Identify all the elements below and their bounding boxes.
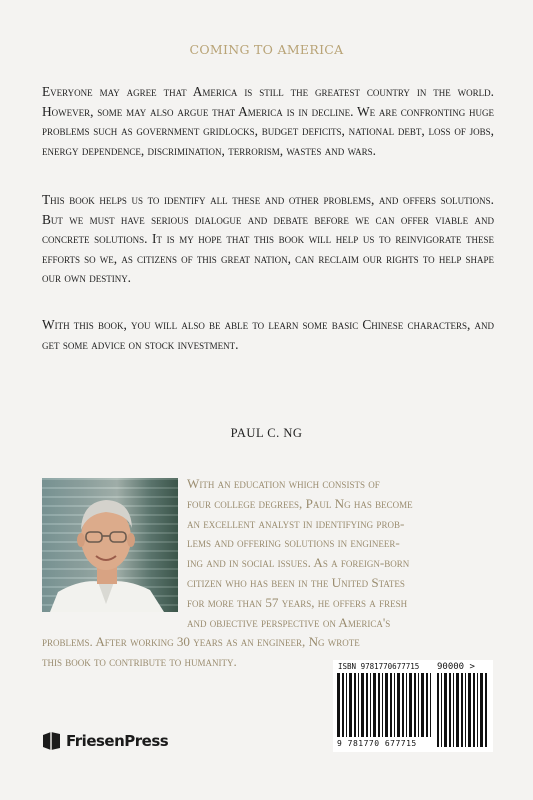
bio-line: ing and in social issues. As a foreign-born bbox=[187, 555, 410, 571]
bio-line: citizen who has been in the United States bbox=[187, 574, 405, 590]
isbn-label: ISBN 9781770677715 bbox=[338, 662, 420, 671]
publisher-name: FriesenPress bbox=[66, 732, 169, 750]
bio-line: four college degrees, Paul Ng has become bbox=[187, 495, 413, 511]
bio-line: problems. After working 30 years as an engineer, Ng wrote bbox=[42, 634, 360, 650]
bio-line: for more than 57 years, he offers a fresh bbox=[187, 594, 408, 610]
blurb-paragraph-2: This book helps us to identify all these and other problems, and offers solutions. But we must have serious dialogue and debate before we can offer viable and concrete solutions. It is my hope that this book will help us to reinvigorate these efforts so we, as citizens of this great nation, can reclaim our rights to help shape our own destiny. bbox=[42, 192, 494, 286]
book-icon bbox=[42, 731, 62, 751]
barcode-addon-bars bbox=[437, 673, 489, 747]
publisher-logo bbox=[42, 731, 168, 751]
barcode-bars bbox=[337, 673, 433, 737]
bio-line: With an education which consists of bbox=[187, 476, 380, 491]
author-bio bbox=[42, 474, 494, 672]
bio-line: this book to contribute to humanity. bbox=[42, 654, 237, 670]
book-title: COMING TO AMERICA bbox=[189, 42, 344, 57]
author-name: PAUL C. NG bbox=[230, 426, 303, 440]
isbn-barcode bbox=[333, 660, 493, 752]
blurb-paragraph-3: With this book, you will also be able to learn some basic Chinese characters, and get some advice on stock investment. bbox=[42, 317, 494, 352]
bio-line: an excellent analyst in identifying prob- bbox=[187, 515, 405, 531]
price-code: 90000 > bbox=[437, 662, 475, 672]
bio-line: lems and offering solutions in engineer- bbox=[187, 535, 400, 551]
blurb-paragraph-1: Everyone may agree that America is still the greatest country in the world. However, some may also argue that America is in decline. We are confronting huge problems such as government gridlocks, budget deficits, national debt, loss of jobs, energy dependence, discrimination, terrorism, wastes and wars. bbox=[42, 84, 494, 158]
isbn-digits: 9 781770 677715 bbox=[337, 739, 417, 748]
bio-line: and objective perspective on America's bbox=[187, 614, 391, 630]
